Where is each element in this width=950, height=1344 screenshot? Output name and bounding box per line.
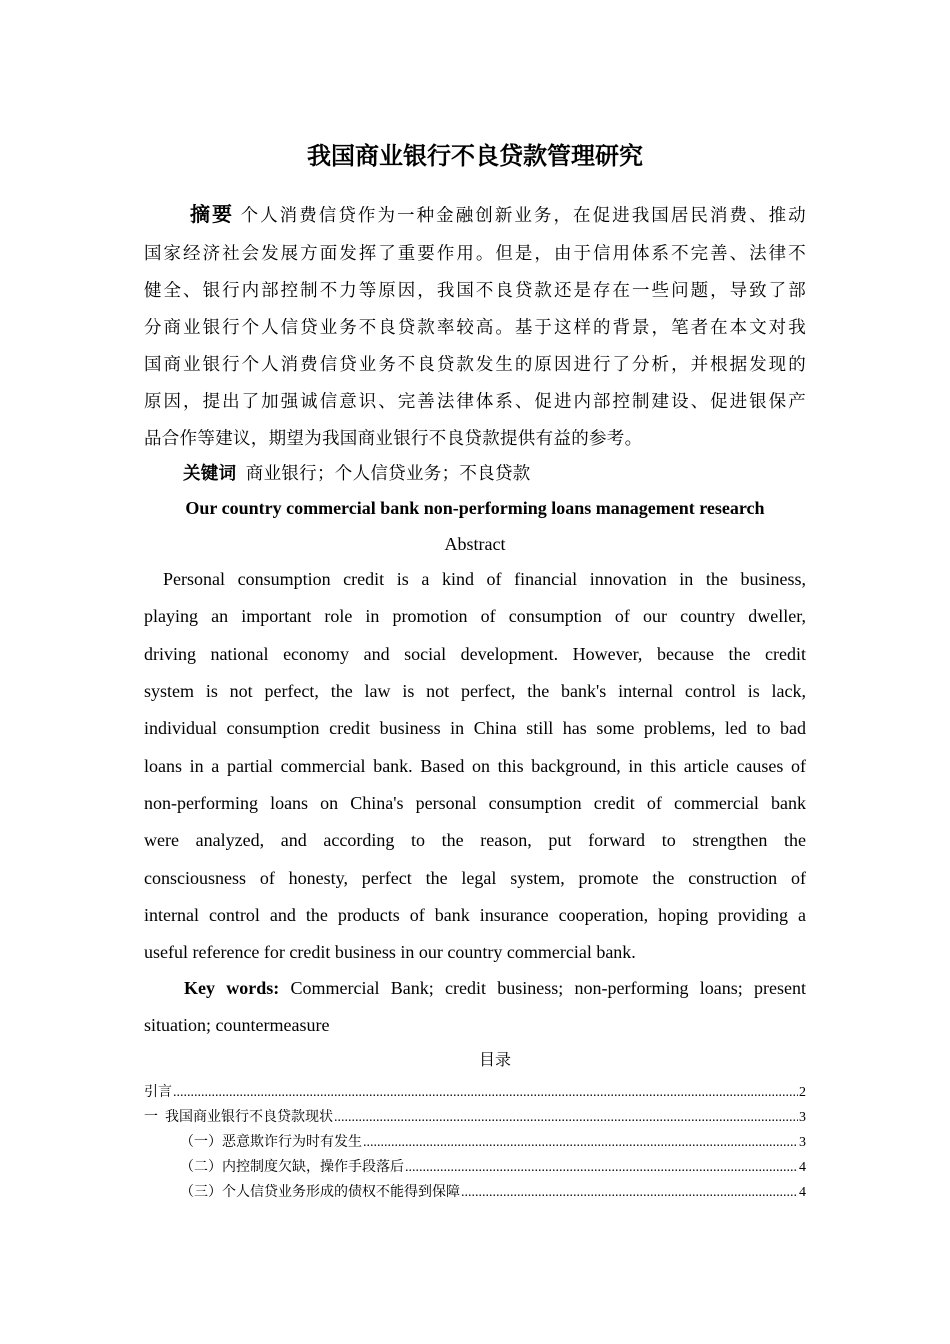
abstract-cn-line: 健全、银行内部控制不力等原因，我国不良贷款还是存在一些问题，导致了部 bbox=[144, 280, 806, 300]
abstract-en-line: consciousness of honesty, perfect the legal system, promote the construction of bbox=[144, 868, 806, 888]
abstract-cn-line: 品合作等建议，期望为我国商业银行不良贷款提供有益的参考。 bbox=[144, 428, 643, 448]
abstract-en-line: playing an important role in promotion of consumption of our country dweller, bbox=[144, 606, 806, 626]
abstract-en-line: system is not perfect, the law is not perfect, the bank's internal control is lack, bbox=[144, 681, 806, 701]
toc-heading: 目录 bbox=[478, 1052, 511, 1069]
keywords-en-line: situation; countermeasure bbox=[144, 1015, 330, 1035]
abstract-en-line: driving national economy and social development. However, because the credit bbox=[144, 644, 806, 664]
abstract-cn-line: 国家经济社会发展方面发挥了重要作用。但是，由于信用体系不完善、法律不 bbox=[144, 243, 806, 263]
keywords-en-label: Key words: bbox=[184, 978, 280, 998]
keywords-cn-label: 关键词 bbox=[183, 463, 237, 483]
abstract-label: 摘要 bbox=[190, 204, 235, 226]
abstract-en-line: useful reference for credit business in our country commercial bank. bbox=[144, 942, 636, 962]
toc-item[interactable]: （三）个人信贷业务形成的债权不能得到保障 ..... 4 bbox=[180, 1184, 806, 1202]
abstract-en-line: individual consumption credit business in China still has some problems, led to bad bbox=[144, 718, 806, 738]
abstract-en-heading: Abstract bbox=[444, 534, 506, 554]
abstract-en-line: non-performing loans on China's personal consumption credit of commercial bank bbox=[144, 793, 806, 813]
abstract-cn-line: 摘要 个人消费信贷作为一种金融创新业务，在促进我国居民消费、推动 bbox=[190, 204, 806, 226]
abstract-en-line: were analyzed, and according to the reason, put forward to strengthen the bbox=[144, 830, 806, 850]
toc-item[interactable]: 一 我国商业银行不良贷款现状 ..... 3 bbox=[144, 1109, 806, 1127]
keywords-cn: 关键词 商业银行；个人信贷业务；不良贷款 bbox=[183, 463, 531, 483]
english-title: Our country commercial bank non-performing loans management research bbox=[185, 498, 765, 518]
abstract-en-line: internal control and the products of bank insurance cooperation, hoping providing a bbox=[144, 905, 806, 925]
abstract-cn-line: 分商业银行个人信贷业务不良贷款率较高。基于这样的背景，笔者在本文对我 bbox=[144, 317, 806, 337]
abstract-en-line: Personal consumption credit is a kind of financial innovation in the business, bbox=[163, 569, 806, 589]
toc-item[interactable]: 引言 ..... 2 bbox=[144, 1084, 806, 1102]
toc-item[interactable]: （一）恶意欺诈行为时有发生 ..... 3 bbox=[180, 1134, 806, 1152]
toc-item[interactable]: （二）内控制度欠缺，操作手段落后 ..... 4 bbox=[180, 1159, 806, 1177]
abstract-cn-line: 国商业银行个人消费信贷业务不良贷款发生的原因进行了分析，并根据发现的 bbox=[144, 354, 806, 374]
abstract-en-line: loans in a partial commercial bank. Based on this background, in this article causes of bbox=[144, 756, 806, 776]
abstract-cn-line: 原因，提出了加强诚信意识、完善法律体系、促进内部控制建设、促进银保产 bbox=[144, 391, 806, 411]
page-title: 我国商业银行不良贷款管理研究 bbox=[307, 144, 643, 170]
keywords-en: Key words: Commercial Bank; credit business; non-performing loans; present bbox=[184, 978, 807, 998]
